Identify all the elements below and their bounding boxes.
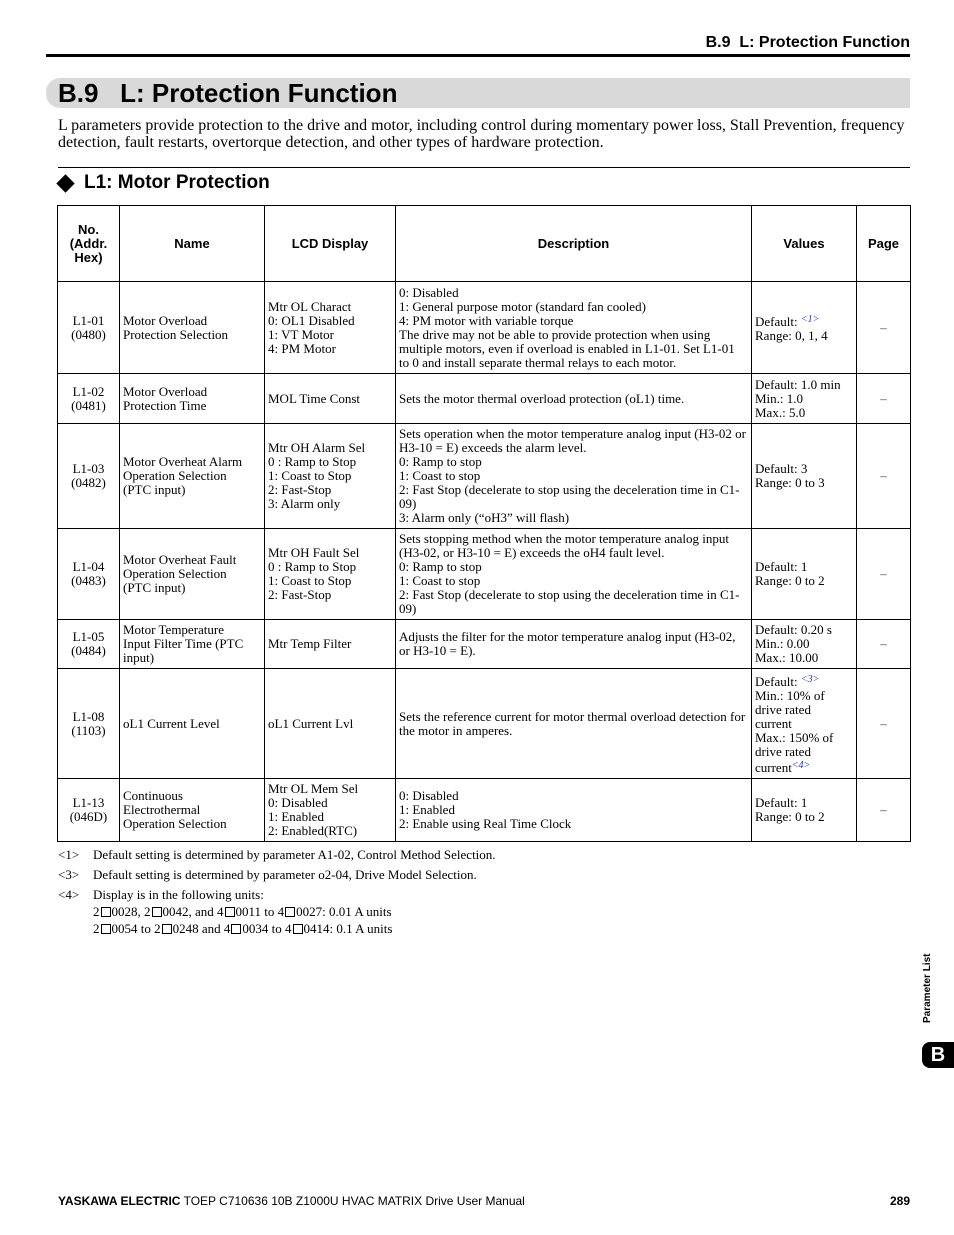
col-header-no: No. (Addr. Hex) — [58, 206, 120, 282]
footer-document — [58, 1194, 525, 1208]
cell-parameter-no: L1-01 (0480) — [58, 282, 120, 374]
cell-lcd-display: Mtr OL Mem Sel 0: Disabled 1: Enabled 2: Enabled(RTC) — [265, 779, 396, 842]
box-placeholder-icon — [225, 907, 235, 917]
table-row — [58, 669, 911, 779]
footnote-ref[interactable]: <4> — [791, 759, 811, 771]
section-title — [58, 77, 397, 109]
footnote-text: Display is in the following units: — [93, 887, 264, 902]
cell-values: Default: 1.0 min Min.: 1.0 Max.: 5.0 — [752, 374, 857, 424]
cell-parameter-no: L1-13 (046D) — [58, 779, 120, 842]
box-placeholder-icon — [231, 924, 241, 934]
cell-page: – — [857, 424, 911, 529]
table-row — [58, 779, 911, 842]
cell-name: oL1 Current Level — [120, 669, 265, 779]
cell-lcd-display: Mtr OH Alarm Sel 0 : Ramp to Stop 1: Coast to Stop 2: Fast-Stop 3: Alarm only — [265, 424, 396, 529]
table-row — [58, 529, 911, 620]
cell-parameter-no: L1-05 (0484) — [58, 620, 120, 669]
cell-values: Default: 1 Range: 0 to 2 — [752, 779, 857, 842]
col-header-values: Values — [752, 206, 857, 282]
cell-name: Motor Overload Protection Selection — [120, 282, 265, 374]
cell-parameter-no: L1-02 (0481) — [58, 374, 120, 424]
running-header: B.9 L: Protection Function — [705, 34, 910, 51]
cell-name: Continuous Electrothermal Operation Selection — [120, 779, 265, 842]
cell-description: Sets the reference current for motor thermal overload detection for the motor in amperes. — [396, 669, 752, 779]
cell-lcd-display: MOL Time Const — [265, 374, 396, 424]
cell-description: Sets stopping method when the motor temperature analog input (H3-02, or H3-10 = E) exceeds the oH4 fault level. 0: Ramp to stop 1: Coast to stop 2: Fast Stop (decelerate to stop using the deceleration time in C1-09) — [396, 529, 752, 620]
footer-doc-title: TOEP C710636 10B Z1000U HVAC MATRIX Drive User Manual — [180, 1194, 525, 1208]
col-header-page: Page — [857, 206, 911, 282]
box-placeholder-icon — [285, 907, 295, 917]
footnote-mark: <3> — [58, 867, 80, 882]
cell-page: – — [857, 282, 911, 374]
footnote — [58, 886, 496, 903]
cell-page: – — [857, 620, 911, 669]
cell-lcd-display: Mtr OH Fault Sel 0 : Ramp to Stop 1: Coast to Stop 2: Fast-Stop — [265, 529, 396, 620]
diamond-bullet-icon — [56, 174, 74, 192]
table-row — [58, 424, 911, 529]
cell-description: Sets the motor thermal overload protection (oL1) time. — [396, 374, 752, 424]
cell-values: Default: 3 Range: 0 to 3 — [752, 424, 857, 529]
side-tab-label: Parameter List — [922, 953, 933, 1023]
cell-name: Motor Overheat Fault Operation Selection (PTC input) — [120, 529, 265, 620]
table-row — [58, 374, 911, 424]
box-placeholder-icon — [101, 907, 111, 917]
cell-page: – — [857, 669, 911, 779]
cell-name: Motor Overload Protection Time — [120, 374, 265, 424]
cell-page: – — [857, 779, 911, 842]
cell-values: Default: $^{<1>}$ Range: 0, 1, 4 — [752, 282, 857, 374]
box-placeholder-icon — [152, 907, 162, 917]
footnote — [58, 846, 496, 863]
col-header-lcd: LCD Display — [265, 206, 396, 282]
page-number: 289 — [889, 1194, 910, 1208]
box-placeholder-icon — [293, 924, 303, 934]
section-title-text: L: Protection Function — [120, 78, 398, 108]
footer-brand: YASKAWA ELECTRIC — [58, 1194, 181, 1208]
col-header-name: Name — [120, 206, 265, 282]
cell-lcd-display: Mtr Temp Filter — [265, 620, 396, 669]
subsection-title: L1: Motor Protection — [84, 172, 270, 193]
cell-lcd-display: oL1 Current Lvl — [265, 669, 396, 779]
cell-parameter-no: L1-04 (0483) — [58, 529, 120, 620]
footnote-text: Default setting is determined by parameter o2-04, Drive Model Selection. — [93, 867, 477, 882]
cell-values: Default: 1 Range: 0 to 2 — [752, 529, 857, 620]
cell-page: – — [857, 374, 911, 424]
footnote-ref[interactable]: <3> — [800, 673, 820, 685]
footnote — [58, 866, 496, 883]
side-tab-letter: B — [922, 1042, 954, 1068]
footnote-ref[interactable]: <1> — [800, 313, 820, 325]
intro-paragraph: L parameters provide protection to the drive and motor, including control during momentary power loss, Stall Prevention, frequency detection, fault restarts, overtorque detection, and other types of hardware protection. — [58, 117, 905, 151]
parameter-table — [57, 205, 911, 842]
cell-page: – — [857, 529, 911, 620]
footnotes — [58, 846, 496, 937]
footnote-mark: <1> — [58, 847, 80, 862]
table-row — [58, 282, 911, 374]
footnote-units-line: 2 0054 to 2 0248 and 4 0034 to 4 0414: 0.1 A units — [93, 921, 393, 936]
cell-description: Adjusts the filter for the motor temperature analog input (H3-02, or H3-10 = E). — [396, 620, 752, 669]
table-row — [58, 620, 911, 669]
box-placeholder-icon — [101, 924, 111, 934]
cell-name: Motor Overheat Alarm Operation Selection (PTC input) — [120, 424, 265, 529]
cell-description: 0: Disabled 1: Enabled 2: Enable using Real Time Clock — [396, 779, 752, 842]
header-rule — [46, 54, 910, 57]
cell-values: Default: $^{<3>}$ Min.: 10% of drive rated current Max.: 150% of drive rated current$^{<4>}$ — [752, 669, 857, 779]
cell-description: Sets operation when the motor temperature analog input (H3-02 or H3-10 = E) exceeds the alarm level. 0: Ramp to stop 1: Coast to stop 2: Fast Stop (decelerate to stop using the deceleration time in C1-09) 3: Alarm only (“oH3” will flash) — [396, 424, 752, 529]
cell-description: 0: Disabled 1: General purpose motor (standard fan cooled) 4: PM motor with variable torque The drive may not be able to provide protection when using multiple motors, even if overload is enabled in L1-01. Set L1-01 to 0 and install separate thermal relays to each motor. — [396, 282, 752, 374]
footnote-text: Default setting is determined by parameter A1-02, Control Method Selection. — [93, 847, 496, 862]
cell-name: Motor Temperature Input Filter Time (PTC input) — [120, 620, 265, 669]
footnote-mark: <4> — [58, 887, 80, 902]
subsection-rule — [58, 167, 910, 168]
footnote-units-line: 2 0028, 2 0042, and 4 0011 to 4 0027: 0.01 A units — [93, 904, 392, 919]
box-placeholder-icon — [162, 924, 172, 934]
section-number: B.9 — [58, 78, 99, 108]
cell-parameter-no: L1-08 (1103) — [58, 669, 120, 779]
cell-lcd-display: Mtr OL Charact 0: OL1 Disabled 1: VT Motor 4: PM Motor — [265, 282, 396, 374]
subsection-heading — [56, 171, 270, 195]
cell-values: Default: 0.20 s Min.: 0.00 Max.: 10.00 — [752, 620, 857, 669]
col-header-description: Description — [396, 206, 752, 282]
cell-parameter-no: L1-03 (0482) — [58, 424, 120, 529]
